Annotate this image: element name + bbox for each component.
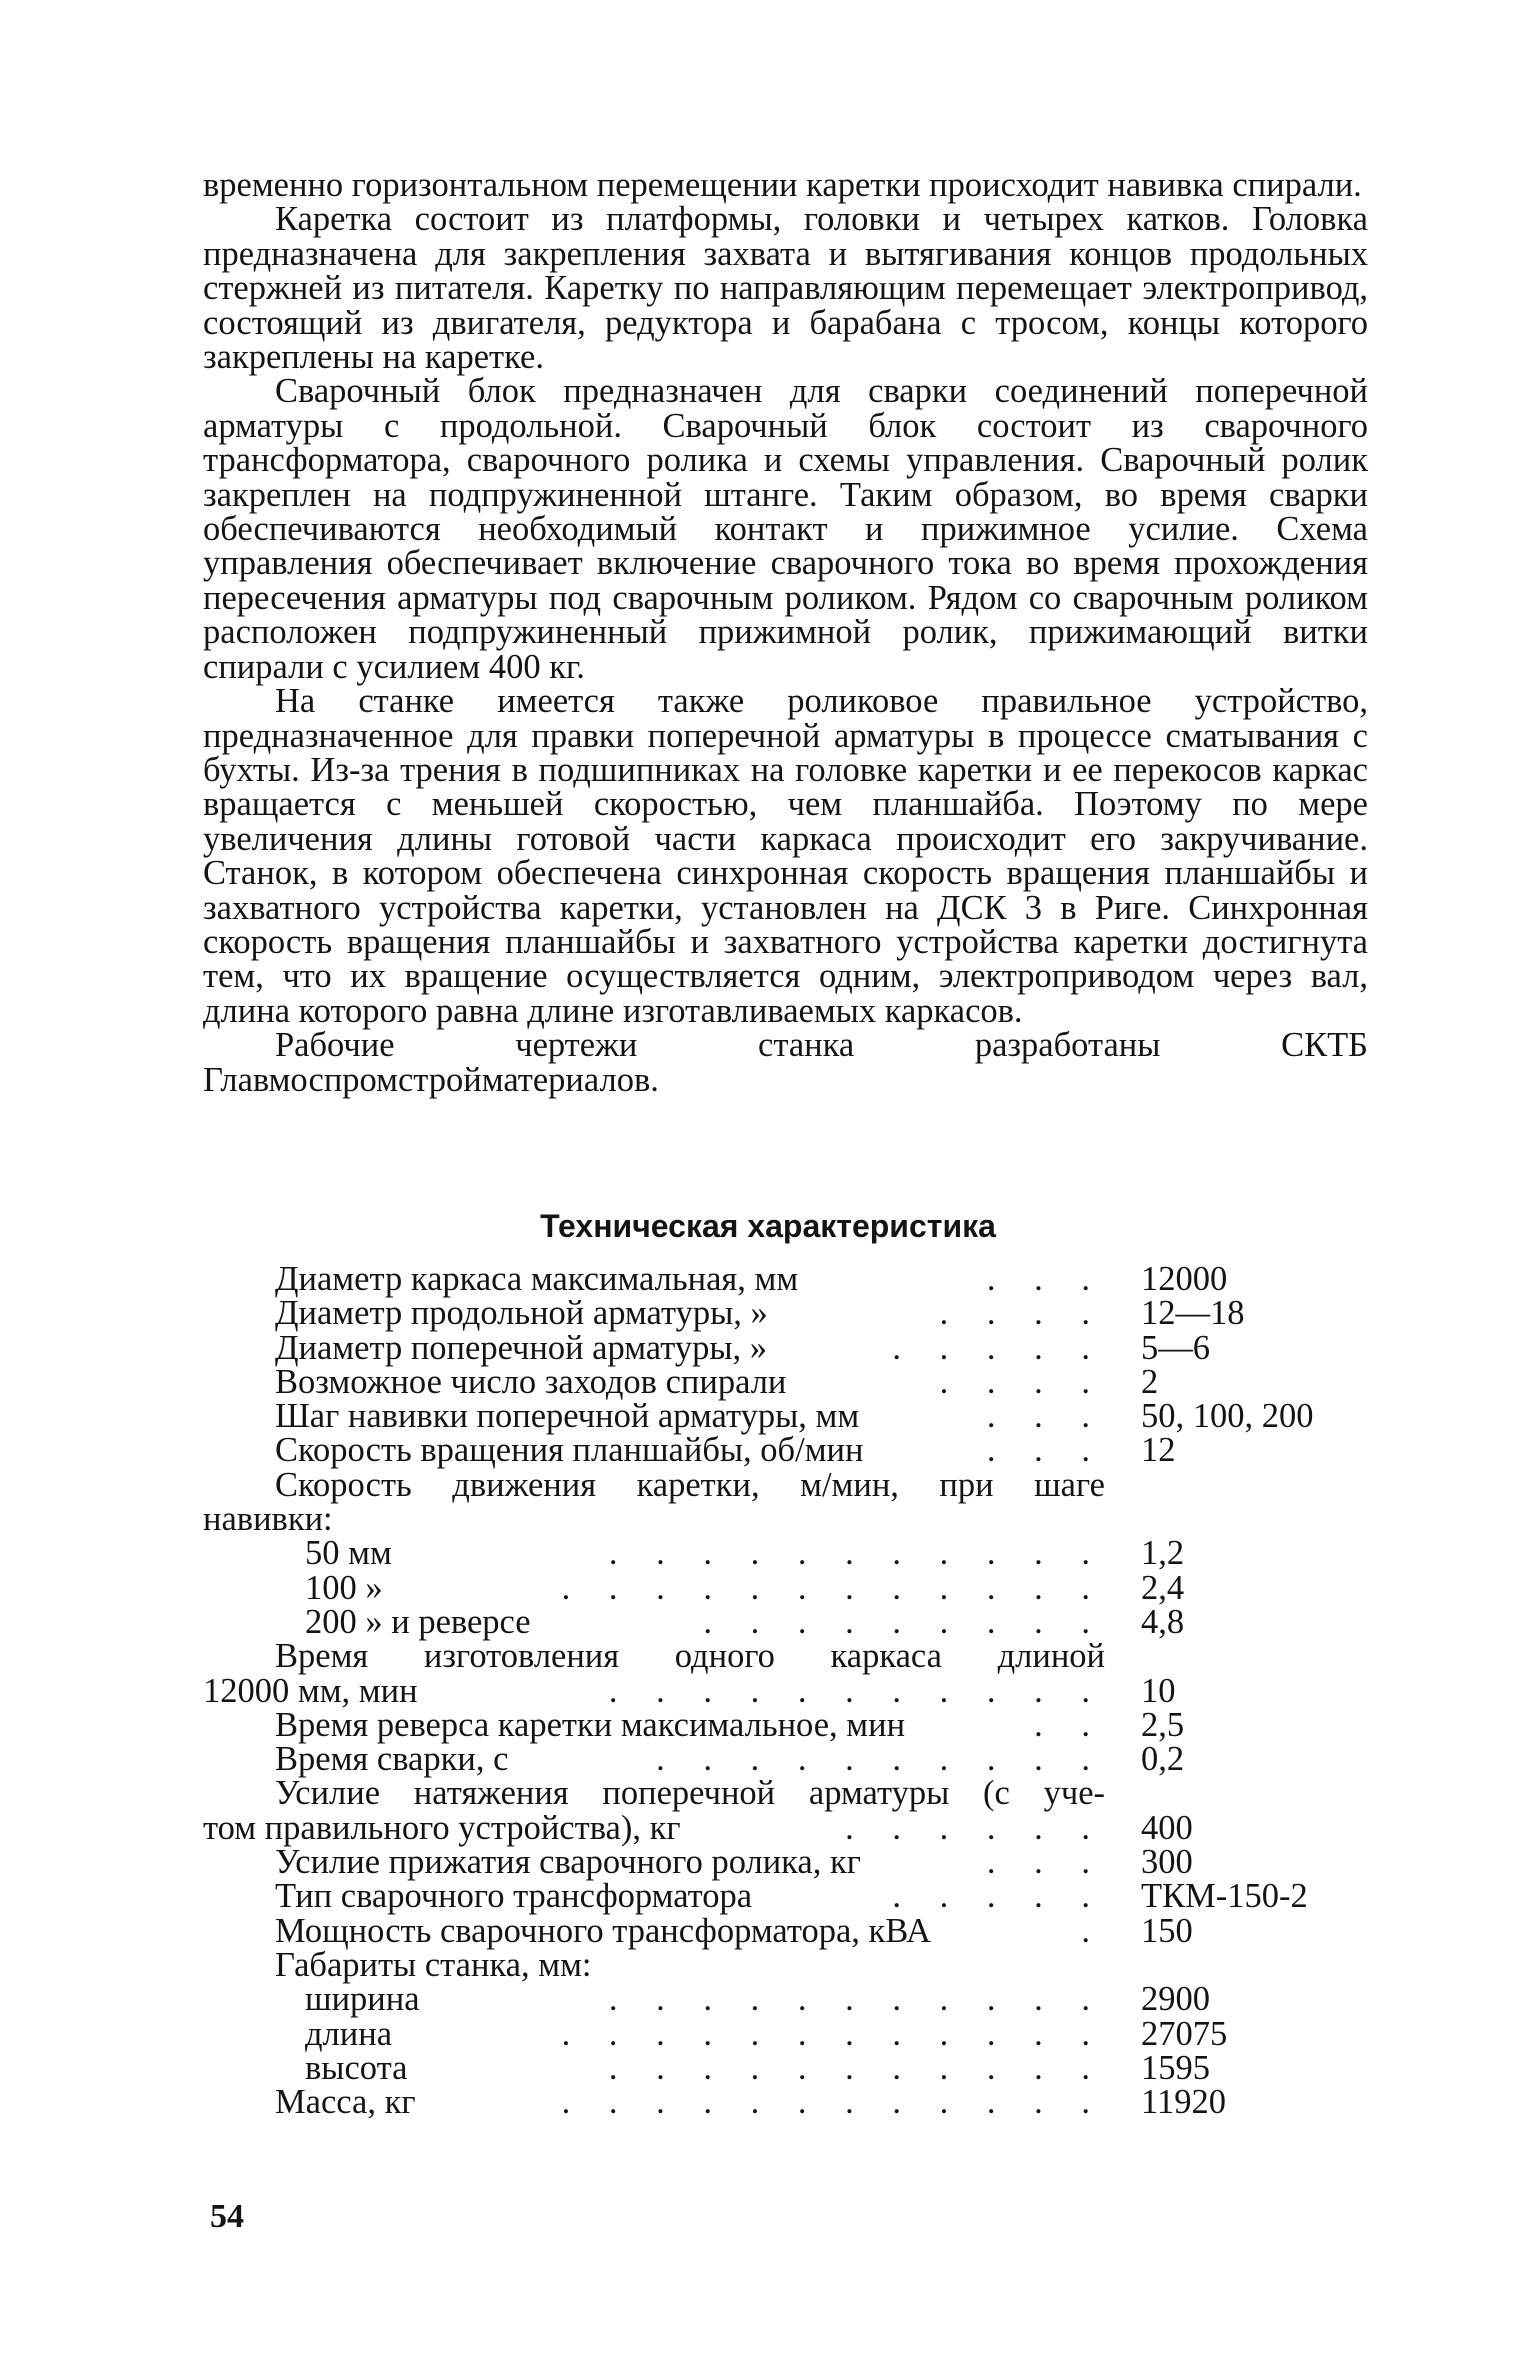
spec-label: Усилие прижатия сварочного ролика, кг [275, 1843, 861, 1882]
leader-dots: . . . . . . . . . [703, 1602, 1105, 1641]
spec-table [203, 1260, 1368, 2122]
spec-value: 2,5 [1141, 1705, 1185, 1744]
spec-label: Возможное число заходов спирали [275, 1362, 787, 1401]
spec-label: Скорость вращения планшайбы, об/мин [275, 1431, 864, 1470]
spec-value: 2,4 [1141, 1568, 1185, 1607]
spec-label: Шаг навивки поперечной арматуры, мм [275, 1397, 860, 1436]
body-text [203, 168, 1368, 1097]
spec-label: Время изготовления одного каркаса длиной [275, 1637, 1105, 1676]
spec-label: Усилие натяжения поперечной арматуры (с уче- [275, 1774, 1105, 1813]
spec-value: ТКМ-150-2 [1141, 1877, 1308, 1916]
spec-value: 400 [1141, 1808, 1193, 1847]
spec-row [203, 2048, 1368, 2087]
spec-row [203, 2083, 1368, 2122]
spec-row [203, 1431, 1368, 1470]
spec-row [203, 1397, 1368, 1436]
spec-value: 1,2 [1141, 1534, 1185, 1573]
spec-row [203, 1602, 1368, 1641]
spec-row [203, 1362, 1368, 1401]
spec-row [203, 1671, 1368, 1710]
paragraph-straightening: На станке имеется также роликовое правильное устройство, предназначенное для правки поперечной арматуры в процессе сматывания с бухты. Из-за трения в подшипниках на головке каретки и ее перекосов каркас вращается с меньшей скоростью, чем планшайба. Поэтому по мере увеличения длины готовой части каркаса происходит его закручивание. Станок, в котором обеспечена синхронная скорость вращения планшайбы и захватного устройства каретки, установлен на ДСК 3 в Риге. Синхронная скорость вращения планшайбы и захватного устройства каретки достигнута тем, что их вращение осуществляется одним, электроприводом через вал, длина которого равна длине изготавливаемых каркасов. [203, 682, 1368, 1030]
leader-dots: . . [1034, 1705, 1105, 1744]
spec-row [203, 1500, 1368, 1539]
spec-row [203, 1843, 1368, 1882]
spec-label-continuation: том правильного устройства), кг [203, 1808, 681, 1847]
leader-dots: . . . [986, 1260, 1105, 1298]
paragraph-drawings: Рабочие чертежи станка разработаны СКТБ Главмоспромстройматериалов. [203, 1026, 1368, 1099]
spec-label: Масса, кг [275, 2083, 416, 2122]
leader-dots: . . . [986, 1843, 1105, 1882]
spec-value: 2900 [1141, 1980, 1210, 2019]
spec-title: Техническая характеристика [540, 1208, 996, 1244]
spec-value: 2 [1141, 1362, 1159, 1401]
paragraph-welding-block: Сварочный блок предназначен для сварки соединений поперечной арматуры с продольной. Сварочный блок состоит из сварочного трансформатора, сварочного ролика и схемы управления. Сварочный ролик закреплен на подпружиненной штанге. Таким образом, во время сварки обеспечиваются необходимый контакт и прижимное усилие. Схема управления обеспечивает включение сварочного тока во время прохождения пересечения арматуры под сварочным роликом. Рядом со сварочным роликом расположен подпружиненный прижимной ролик, прижимающий витки спирали с усилием 400 кг. [203, 372, 1368, 686]
leader-dots: . . . . . . . . . . . . [561, 1568, 1105, 1607]
spec-label: Время реверса каретки максимальное, мин [275, 1705, 906, 1744]
paragraph-carriage: Каретка состоит из платформы, головки и четырех катков. Головка предназначена для закрепления захвата и вытягивания концов продольных стержней из питателя. Каретку по направляющим перемещает электропривод, состоящий из двигателя, редуктора и барабана с тросом, концы которого закреплены на каретке. [203, 200, 1368, 377]
leader-dots: . . . . . . . . . . . [608, 2048, 1105, 2087]
spec-value: 5—6 [1141, 1328, 1210, 1367]
spec-row [203, 1911, 1368, 1950]
leader-dots: . . . . [939, 1294, 1105, 1333]
spec-label: Диаметр продольной арматуры, » [275, 1294, 768, 1333]
paragraph-continuation: временно горизонтальном перемещении каретки происходит навивка спирали. [203, 166, 1362, 204]
leader-dots: . . . . . . [845, 1808, 1105, 1847]
spec-label: Диаметр поперечной арматуры, » [275, 1328, 768, 1367]
leader-dots: . . . . . . . . . . . [608, 1534, 1105, 1573]
leader-dots: . [1081, 1911, 1105, 1950]
spec-value: 12 [1141, 1431, 1176, 1470]
spec-value: 10 [1141, 1671, 1176, 1710]
spec-label: Скорость движения каретки, м/мин, при шаге [275, 1465, 1105, 1504]
spec-label: Диаметр каркаса максимальная, мм [275, 1260, 799, 1298]
leader-dots: . . . . . [892, 1877, 1105, 1916]
spec-value: 12000 [1141, 1260, 1228, 1298]
spec-row [203, 1328, 1368, 1367]
spec-value: 1595 [1141, 2048, 1210, 2087]
spec-label-continuation: навивки: [203, 1500, 333, 1539]
spec-value: 50, 100, 200 [1141, 1397, 1314, 1436]
spec-value: 4,8 [1141, 1602, 1185, 1641]
spec-row [203, 1465, 1368, 1504]
spec-label-continuation: 12000 мм, мин [203, 1671, 418, 1710]
leader-dots: . . . [986, 1397, 1105, 1436]
spec-label: Время сварки, с [275, 1740, 509, 1779]
spec-label: 50 мм [305, 1534, 392, 1573]
spec-row [203, 1568, 1368, 1607]
spec-label: Габариты станка, мм: [275, 1945, 592, 1984]
spec-label: Мощность сварочного трансформатора, кВА [275, 1911, 932, 1950]
spec-row [203, 1774, 1368, 1813]
spec-label: длина [305, 2014, 393, 2053]
spec-row [203, 1808, 1368, 1847]
page-number: 54 [210, 2198, 244, 2235]
spec-label: ширина [305, 1980, 420, 2019]
spec-row [203, 2014, 1368, 2053]
leader-dots: . . . . . . . . . . . [608, 1671, 1105, 1710]
spec-row [203, 1705, 1368, 1744]
spec-value: 11920 [1141, 2083, 1226, 2122]
spec-value: 0,2 [1141, 1740, 1185, 1779]
spec-label: 100 » [305, 1568, 383, 1607]
leader-dots: . . . . . . . . . . . [608, 1980, 1105, 2019]
spec-value: 27075 [1141, 2014, 1228, 2053]
leader-dots: . . . [986, 1431, 1105, 1470]
spec-value: 150 [1141, 1911, 1193, 1950]
spec-value: 12—18 [1141, 1294, 1245, 1333]
spec-row [203, 1637, 1368, 1676]
spec-row [203, 1877, 1368, 1916]
leader-dots: . . . . . . . . . . . . [561, 2083, 1105, 2122]
leader-dots: . . . . . . . . . . . . [561, 2014, 1105, 2053]
spec-row [203, 1262, 1368, 1296]
spec-row [203, 1945, 1368, 1984]
leader-dots: . . . . . . . . . . [656, 1740, 1105, 1779]
spec-label: высота [305, 2048, 408, 2087]
spec-value: 300 [1141, 1843, 1193, 1882]
spec-row [203, 1534, 1368, 1573]
spec-label: 200 » и реверсе [305, 1602, 531, 1641]
spec-row [203, 1294, 1368, 1333]
spec-row [203, 1740, 1368, 1779]
spec-row [203, 1980, 1368, 2019]
leader-dots: . . . . . [892, 1328, 1105, 1367]
spec-label: Тип сварочного трансформатора [275, 1877, 753, 1916]
leader-dots: . . . . [939, 1362, 1105, 1401]
